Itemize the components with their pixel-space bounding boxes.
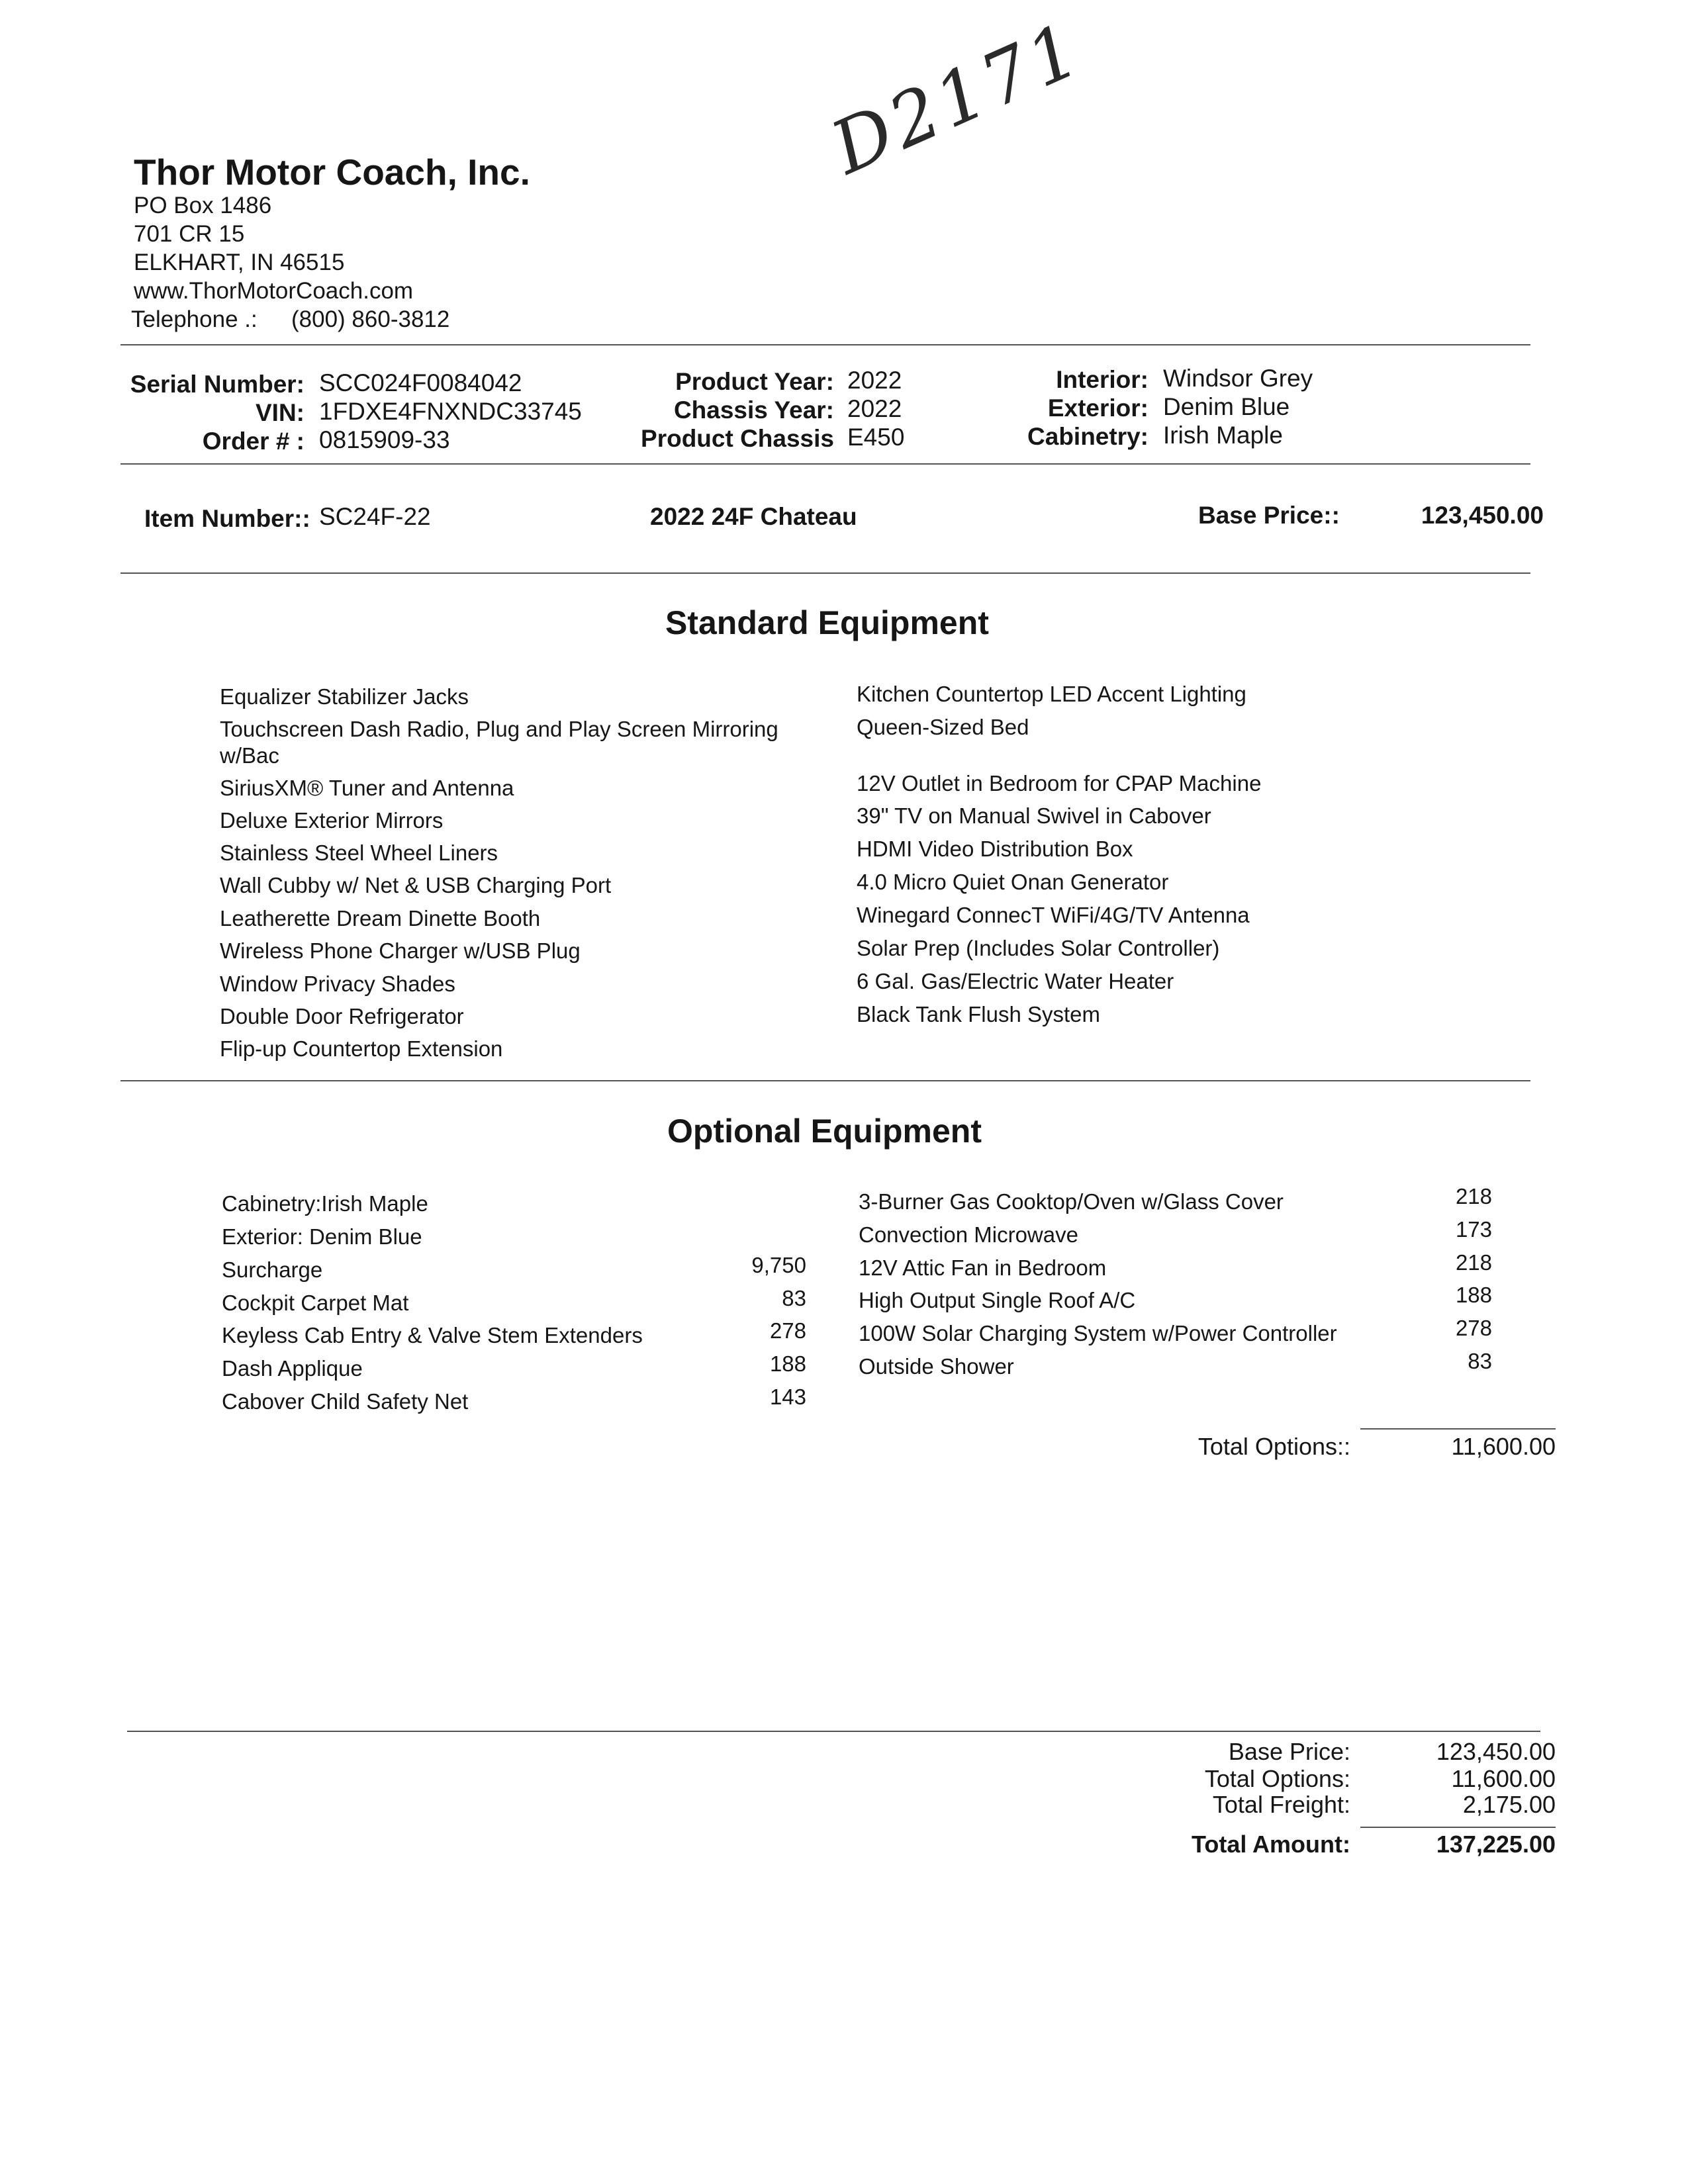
std-item-right: Kitchen Countertop LED Accent Lighting [857, 682, 1246, 706]
opt-item-price: 83 [782, 1286, 806, 1310]
total-options-label: Total Options:: [1197, 1433, 1350, 1460]
cabinetry-value: Irish Maple [1163, 422, 1283, 449]
std-item-right: Black Tank Flush System [857, 1002, 1101, 1026]
std-item-left: Double Door Refrigerator [220, 1004, 464, 1028]
std-item-left: Flip-up Countertop Extension [220, 1036, 503, 1061]
address-line: 701 CR 15 [134, 221, 245, 247]
address-line: ELKHART, IN 46515 [134, 250, 345, 275]
company-website: www.ThorMotorCoach.com [134, 278, 414, 304]
company-name: Thor Motor Coach, Inc. [134, 152, 530, 193]
std-item-left: Stainless Steel Wheel Liners [220, 841, 498, 865]
opt-item-name: Cabover Child Safety Net [222, 1389, 469, 1414]
std-item-right: Winegard ConnecT WiFi/4G/TV Antenna [857, 903, 1250, 927]
telephone-label: Telephone .: [131, 306, 258, 332]
opt-item-name: Dash Applique [222, 1356, 363, 1381]
optional-equipment-title: Optional Equipment [667, 1113, 982, 1150]
opt-item-name: Convection Microwave [859, 1222, 1078, 1247]
opt-item-price: 278 [769, 1318, 806, 1343]
std-item-left: Equalizer Stabilizer Jacks [220, 684, 469, 709]
std-item-right: 4.0 Micro Quiet Onan Generator [857, 870, 1169, 894]
product-year-label: Product Year: [675, 368, 834, 395]
serial-value: SCC024F0084042 [319, 369, 522, 396]
cabinetry-label: Cabinetry: [1027, 423, 1149, 450]
summary-total-options-value: 11,600.00 [1451, 1765, 1556, 1792]
summary-total-freight-label: Total Freight: [1212, 1791, 1350, 1818]
std-item-right: 39" TV on Manual Swivel in Cabover [857, 803, 1211, 828]
std-item-left: w/Bac [220, 743, 279, 768]
std-item-left: Leatherette Dream Dinette Booth [220, 906, 541, 931]
opt-item-name: Cabinetry:Irish Maple [222, 1191, 428, 1216]
summary-total-amount-value: 137,225.00 [1436, 1831, 1556, 1858]
opt-item-name: Outside Shower [859, 1354, 1014, 1379]
interior-label: Interior: [1056, 366, 1149, 393]
summary-base-price-value: 123,450.00 [1436, 1738, 1556, 1765]
summary-total-amount-label: Total Amount: [1192, 1831, 1350, 1858]
std-item-left: Wireless Phone Charger w/USB Plug [220, 938, 581, 963]
divider [1360, 1428, 1556, 1430]
chassis-year-label: Chassis Year: [673, 396, 834, 424]
std-item-right: HDMI Video Distribution Box [857, 837, 1133, 861]
summary-base-price-label: Base Price: [1228, 1738, 1350, 1765]
divider [120, 572, 1530, 574]
std-item-right: 12V Outlet in Bedroom for CPAP Machine [857, 771, 1262, 796]
vin-label: VIN: [256, 399, 305, 426]
standard-equipment-title: Standard Equipment [665, 604, 989, 641]
product-chassis-label: Product Chassis [641, 425, 834, 452]
opt-item-price: 9,750 [751, 1253, 806, 1277]
divider [120, 1080, 1530, 1081]
product-chassis-value: E450 [847, 424, 905, 451]
std-item-left: Touchscreen Dash Radio, Plug and Play Screen Mirroring [220, 717, 778, 741]
divider [120, 344, 1530, 345]
exterior-value: Denim Blue [1163, 393, 1290, 420]
exterior-label: Exterior: [1047, 394, 1149, 422]
divider [1360, 1827, 1556, 1828]
std-item-left: SiriusXM® Tuner and Antenna [220, 776, 514, 800]
std-item-left: Wall Cubby w/ Net & USB Charging Port [220, 873, 612, 897]
handwritten-note: D2171 [819, 6, 1095, 191]
telephone-number: (800) 860-3812 [291, 306, 450, 332]
opt-item-name: Keyless Cab Entry & Valve Stem Extenders [222, 1323, 643, 1347]
std-item-right: Solar Prep (Includes Solar Controller) [857, 936, 1220, 960]
item-number-value: SC24F-22 [319, 503, 431, 530]
opt-item-price: 218 [1455, 1184, 1492, 1208]
opt-item-price: 188 [1455, 1283, 1492, 1307]
total-options-value: 11,600.00 [1451, 1433, 1556, 1460]
opt-item-price: 188 [769, 1351, 806, 1376]
address-line: PO Box 1486 [134, 193, 272, 218]
vin-value: 1FDXE4FNXNDC33745 [319, 398, 582, 425]
opt-item-name: Cockpit Carpet Mat [222, 1291, 409, 1315]
divider [127, 1731, 1540, 1732]
opt-item-price: 278 [1455, 1316, 1492, 1340]
base-price-value: 123,450.00 [1421, 502, 1544, 529]
std-item-left: Deluxe Exterior Mirrors [220, 808, 444, 833]
std-item-left: Window Privacy Shades [220, 972, 455, 996]
base-price-label: Base Price:: [1198, 502, 1340, 529]
std-item-right: 6 Gal. Gas/Electric Water Heater [857, 969, 1174, 993]
opt-item-price: 83 [1468, 1349, 1492, 1373]
opt-item-name: Surcharge [222, 1257, 323, 1282]
opt-item-price: 173 [1455, 1217, 1492, 1242]
summary-total-options-label: Total Options: [1204, 1765, 1350, 1792]
std-item-right: Queen-Sized Bed [857, 715, 1029, 739]
opt-item-name: High Output Single Roof A/C [859, 1288, 1136, 1312]
opt-item-price: 143 [769, 1385, 806, 1409]
opt-item-name: Exterior: Denim Blue [222, 1224, 422, 1249]
interior-value: Windsor Grey [1163, 365, 1313, 392]
product-year-value: 2022 [847, 367, 902, 394]
serial-label: Serial Number: [130, 371, 305, 398]
summary-total-freight-value: 2,175.00 [1462, 1791, 1556, 1818]
divider [120, 463, 1530, 465]
opt-item-name: 12V Attic Fan in Bedroom [859, 1255, 1107, 1280]
item-number-label: Item Number:: [144, 505, 310, 532]
order-value: 0815909-33 [319, 426, 450, 453]
opt-item-price: 218 [1455, 1250, 1492, 1275]
chassis-year-value: 2022 [847, 395, 902, 422]
order-label: Order # : [202, 428, 305, 455]
opt-item-name: 100W Solar Charging System w/Power Controller [859, 1321, 1337, 1345]
model-name: 2022 24F Chateau [650, 503, 857, 530]
opt-item-name: 3-Burner Gas Cooktop/Oven w/Glass Cover [859, 1189, 1284, 1214]
